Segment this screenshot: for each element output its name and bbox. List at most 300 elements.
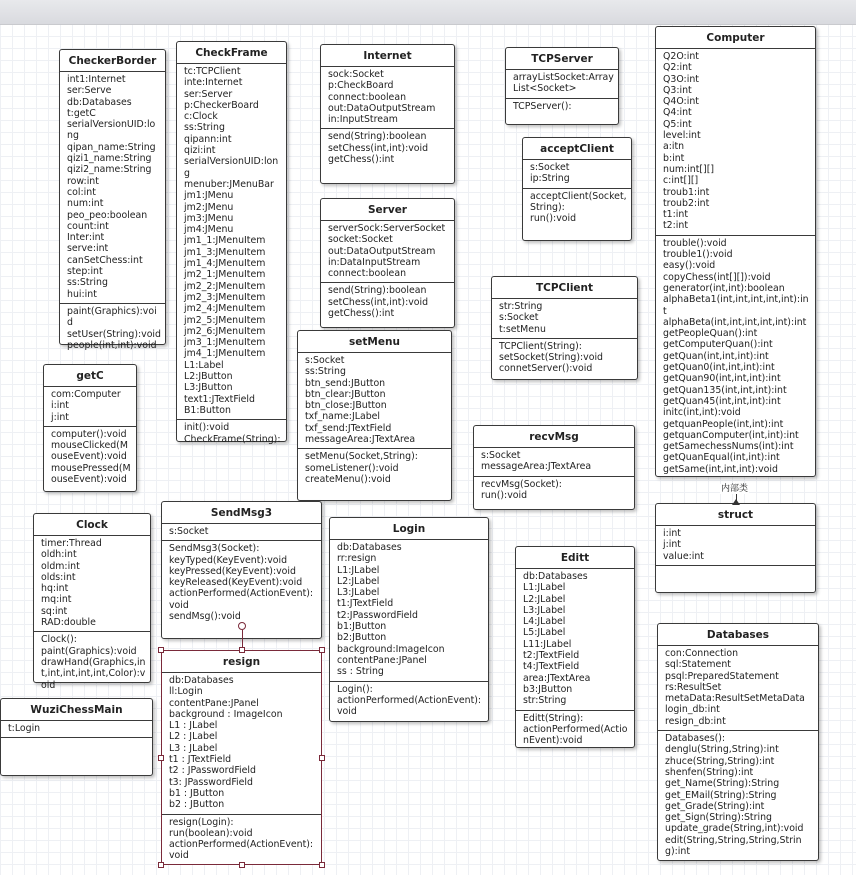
relation-label: 内部类: [721, 484, 749, 494]
method-row: get_Sign(String):String: [665, 812, 772, 824]
method-row: mouseClicked(MouseEvent):void: [51, 440, 128, 463]
class-box-recvMsg[interactable]: [473, 425, 635, 510]
attribute-row: ser:Serve: [67, 85, 112, 97]
attribute-row: qipann:int: [184, 133, 232, 145]
attribute-row: count:int: [67, 220, 109, 232]
method-row: denglu(String,String):int: [665, 744, 779, 756]
method-row: alphaBeta(int,int,int,int,int):int: [663, 316, 807, 328]
methods-section: [656, 566, 815, 571]
attribute-row: troub2:int: [663, 197, 710, 209]
methods-section: [492, 339, 637, 378]
attribute-row: btn_send:JButton: [305, 377, 386, 389]
method-row: paint(Graphics):void: [41, 645, 137, 657]
attribute-row: str:String: [523, 695, 567, 707]
attribute-row: L3:JButton: [184, 382, 233, 394]
attribute-row: serve:int: [67, 243, 109, 255]
method-row: sendMsg():void: [169, 611, 241, 623]
class-name: Databases: [658, 624, 818, 646]
attribute-row: s:Socket: [481, 450, 521, 461]
attribute-row: L2:JLabel: [337, 575, 380, 587]
attribute-row: sock:Socket: [328, 69, 384, 80]
class-name: Computer: [656, 27, 815, 49]
method-row: createMenu():void: [305, 473, 391, 485]
class-name: setMenu: [298, 331, 451, 353]
attributes-section: [656, 526, 815, 566]
attribute-row: tc:TCPClient: [184, 66, 241, 77]
class-name: getC: [44, 365, 136, 387]
method-row: resign(Login):: [169, 816, 234, 828]
method-row: zhuce(String,String):int: [665, 755, 775, 767]
attributes-section: [44, 387, 136, 427]
resize-handle[interactable]: [239, 862, 245, 868]
attribute-row: serverSock:ServerSocket: [328, 223, 446, 234]
attribute-row: b1:JButton: [337, 621, 387, 633]
methods-section: [298, 449, 451, 488]
methods-section: [321, 129, 454, 168]
attribute-row: ll:Login: [169, 686, 203, 698]
class-name: SendMsg3: [162, 502, 321, 524]
method-row: getQuanEqual(int,int):int: [663, 452, 780, 464]
resize-handle[interactable]: [319, 647, 325, 653]
attribute-row: jm1_1:JMenuItem: [184, 235, 266, 247]
class-name: TCPServer: [506, 48, 618, 70]
methods-section: [34, 632, 150, 693]
attribute-row: RAD:double: [41, 617, 96, 629]
method-row: run():void: [530, 213, 577, 225]
method-row: alphaBeta1(int,int,int,int,int):int: [663, 294, 809, 317]
attribute-row: jm2_4:JMenuItem: [184, 303, 266, 315]
attribute-row: b2:JButton: [337, 632, 387, 644]
attribute-row: step:int: [67, 266, 103, 278]
class-name: Login: [330, 518, 488, 540]
class-box-setMenu[interactable]: [297, 330, 452, 501]
method-row: getQuan(int,int,int):int: [663, 350, 769, 362]
method-row: recvMsg(Socket):: [481, 478, 562, 490]
method-row: TCPClient(String):: [499, 340, 582, 352]
attribute-row: jm4:JMenu: [184, 224, 234, 236]
methods-section: [523, 189, 631, 228]
attribute-row: hq:int: [41, 583, 69, 595]
attribute-row: text1:JTextField: [184, 393, 255, 405]
attributes-section: [330, 540, 488, 682]
attribute-row: hui:int: [67, 288, 97, 300]
method-row: Editt(String):: [523, 712, 584, 724]
attribute-row: Q2O:int: [663, 51, 699, 62]
method-row: paint(Graphics):void: [67, 305, 157, 329]
attribute-row: timer:Thread: [41, 538, 102, 549]
method-row: connetServer():void: [499, 363, 593, 375]
attribute-row: arrayListSocket:ArrayList<Socket>: [513, 72, 614, 95]
class-name: Editt: [516, 547, 634, 569]
attributes-section: [60, 72, 165, 304]
attribute-row: Q3O:int: [663, 73, 699, 85]
class-box-acceptClient[interactable]: [522, 137, 632, 241]
attribute-row: c:Clock: [184, 111, 218, 123]
method-row: getquanPeople(int,int):int: [663, 418, 784, 430]
attribute-row: qizi1_name:String: [67, 153, 152, 165]
attribute-row: mq:int: [41, 594, 72, 606]
method-row: getSamechessNums(int):int: [663, 441, 794, 453]
attribute-row: Q4O:int: [663, 96, 699, 108]
attribute-row: serialVersionUID:long: [67, 119, 156, 142]
attribute-row: L3:JLabel: [523, 604, 566, 616]
attribute-row: j:int: [51, 411, 69, 423]
attribute-row: rs:ResultSet: [665, 681, 722, 693]
attribute-row: in:InputStream: [328, 114, 398, 126]
method-row: actionPerformed(ActionEvent):void: [169, 588, 314, 611]
class-name: struct: [656, 504, 815, 526]
attribute-row: jm3:JMenu: [184, 212, 234, 224]
resize-handle[interactable]: [319, 862, 325, 868]
resize-handle[interactable]: [158, 647, 164, 653]
method-row: copyChess(int[][]):void: [663, 271, 771, 283]
method-row: setChess(int,int):void: [328, 142, 429, 154]
class-name: resign: [162, 651, 321, 673]
attribute-row: t2:int: [663, 220, 689, 232]
method-row: edit(String,String,String,String):int: [665, 834, 802, 858]
attributes-section: [162, 524, 321, 541]
methods-section: [321, 283, 454, 322]
method-row: getQuan135(int,int,int):int: [663, 384, 787, 396]
attribute-row: qizi:int: [184, 145, 216, 157]
method-row: trouble1():void: [663, 249, 733, 261]
attribute-row: contentPane:JPanel: [337, 654, 427, 666]
methods-section: [1, 738, 152, 743]
method-row: getQuan0(int,int,int):int: [663, 362, 775, 374]
method-row: update_grade(String,int):void: [665, 823, 804, 835]
methods-section: [177, 420, 286, 448]
attribute-row: jm2:JMenu: [184, 201, 234, 213]
attribute-row: s:Socket: [499, 312, 539, 324]
attributes-section: [656, 49, 815, 236]
class-name: WuziChessMain: [1, 699, 152, 721]
method-row: actionPerformed(ActionEvent):void: [337, 694, 482, 718]
method-row: SendMsg3(Socket):: [169, 543, 260, 555]
method-row: setChess(int,int):void: [328, 296, 429, 308]
attribute-row: p:CheckBoard: [328, 80, 394, 92]
attribute-row: a:itn: [663, 141, 685, 153]
attribute-row: connect:boolean: [328, 91, 407, 103]
resize-handle[interactable]: [319, 755, 325, 761]
class-name: Internet: [321, 45, 454, 67]
attribute-row: Q5:int: [663, 118, 692, 130]
attribute-row: Q2:int: [663, 62, 692, 74]
method-row: shenfen(String):int: [665, 766, 754, 778]
attribute-row: serialVersionUID:long: [184, 156, 279, 179]
method-row: Login():: [337, 683, 373, 695]
attribute-row: s:Socket: [530, 162, 570, 173]
attribute-row: db:Databases: [67, 96, 132, 108]
attribute-row: b2 : JButton: [169, 799, 225, 811]
attribute-row: btn_close:JButton: [305, 400, 387, 412]
attributes-section: [34, 536, 150, 632]
method-row: trouble():void: [663, 237, 727, 249]
attributes-section: [298, 353, 451, 449]
methods-section: [330, 682, 488, 721]
method-row: getChess():int: [328, 308, 395, 320]
attribute-row: num:int: [67, 198, 104, 210]
attribute-row: oldm:int: [41, 560, 80, 572]
attribute-row: t:setMenu: [499, 323, 546, 335]
attributes-section: [474, 448, 634, 477]
class-name: Server: [321, 199, 454, 221]
attribute-row: area:JTextArea: [523, 672, 591, 684]
method-row: computer():void: [51, 428, 127, 440]
class-box-struct[interactable]: [655, 503, 816, 593]
attributes-section: [492, 299, 637, 339]
attribute-row: L1 : JLabel: [169, 720, 218, 732]
class-box-TCPServer[interactable]: [505, 47, 619, 125]
attribute-row: i:int: [663, 528, 681, 539]
method-row: send(String):boolean: [328, 131, 427, 143]
class-box-TCPClient[interactable]: [491, 276, 638, 380]
method-row: CheckFrame(String):: [184, 433, 281, 445]
attributes-section: [516, 569, 634, 711]
attribute-row: c:int[][]: [663, 175, 699, 187]
class-name: recvMsg: [474, 426, 634, 448]
class-box-Internet[interactable]: [320, 44, 455, 184]
attribute-row: sq:int: [41, 605, 68, 617]
attribute-row: b1 : JButton: [169, 787, 225, 799]
method-row: acceptClient(Socket,String):: [530, 190, 627, 213]
rotate-handle[interactable]: [238, 622, 246, 630]
attribute-row: db:Databases: [337, 542, 402, 553]
method-row: setUser(String):void: [67, 328, 161, 340]
attribute-row: connect:boolean: [328, 268, 407, 280]
attribute-row: L2:JLabel: [523, 593, 566, 605]
class-box-resign[interactable]: [161, 650, 322, 865]
attribute-row: menuber:JMenuBar: [184, 178, 274, 190]
attribute-row: contentPane:JPanel: [169, 697, 259, 709]
attribute-row: b3:JButton: [523, 683, 573, 695]
attribute-row: value:int: [663, 550, 704, 562]
attribute-row: qizi2_name:String: [67, 164, 152, 176]
attribute-row: metaData:ResultSetMetaData: [665, 693, 805, 705]
attribute-row: j:int: [663, 539, 681, 551]
method-row: get_Grade(String):int: [665, 800, 765, 812]
method-row: Databases():: [665, 733, 726, 745]
method-row: getChess():int: [328, 154, 395, 166]
method-row: getPeopleQuan():int: [663, 328, 758, 340]
attribute-row: background : ImageIcon: [169, 708, 283, 720]
resize-handle[interactable]: [158, 862, 164, 868]
class-box-getC[interactable]: [43, 364, 137, 492]
methods-section: [44, 427, 136, 488]
attribute-row: con:Connection: [665, 648, 739, 659]
method-row: people(int,int):void: [67, 339, 157, 351]
class-name: CheckFrame: [177, 42, 286, 64]
attribute-row: t2 : JPasswordField: [169, 765, 256, 777]
method-row: initc(int,int):void: [663, 407, 741, 419]
attributes-section: [321, 221, 454, 283]
attributes-section: [506, 70, 618, 99]
method-row: keyPressed(KeyEvent):void: [169, 565, 296, 577]
attribute-row: B1:Button: [184, 404, 231, 416]
class-name: Clock: [34, 514, 150, 536]
inner-class-arrow-head: [732, 499, 740, 505]
class-box-Clock[interactable]: [33, 513, 151, 691]
attribute-row: int1:Internet: [67, 74, 126, 85]
attribute-row: rr:resign: [337, 553, 377, 565]
attribute-row: out:DataOutputStream: [328, 245, 436, 257]
attribute-row: t1:int: [663, 209, 689, 221]
methods-section: [506, 99, 618, 115]
method-row: get_EMail(String):String: [665, 789, 777, 801]
attribute-row: t:Login: [8, 723, 41, 734]
attribute-row: jm1:JMenu: [184, 190, 234, 202]
attribute-row: t:getC: [67, 107, 96, 119]
attribute-row: L1:JLabel: [523, 582, 566, 594]
class-box-Databases[interactable]: [657, 623, 819, 861]
method-row: getSame(int,int,int):void: [663, 463, 778, 475]
method-row: get_Name(String):String: [665, 778, 780, 790]
methods-section: [162, 815, 321, 865]
method-row: keyReleased(KeyEvent):void: [169, 577, 303, 589]
method-row: mousePressed(MouseEvent):void: [51, 462, 131, 486]
attributes-section: [162, 673, 321, 815]
method-row: Clock():: [41, 634, 77, 646]
attribute-row: t2:JTextField: [523, 650, 580, 662]
resize-handle[interactable]: [158, 755, 164, 761]
attribute-row: i:int: [51, 400, 69, 412]
method-row: drawHand(Graphics,int,int,int,int,int,Color):void: [41, 656, 146, 691]
attribute-row: L4:JLabel: [523, 616, 566, 628]
attribute-row: db:Databases: [523, 571, 588, 582]
attribute-row: ss:String: [184, 122, 225, 134]
attribute-row: jm2_3:JMenuItem: [184, 291, 266, 303]
method-row: init():void: [184, 422, 230, 434]
attribute-row: t1 : JTextField: [169, 754, 232, 766]
method-row: getQuan45(int,int,int):int: [663, 395, 781, 407]
class-name: CheckerBorder: [60, 50, 165, 72]
attribute-row: socket:Socket: [328, 234, 393, 246]
resize-handle[interactable]: [239, 647, 245, 653]
method-row: send(String):boolean: [328, 285, 427, 297]
methods-section: [162, 541, 321, 625]
attribute-row: psql:PreparedStatement: [665, 670, 779, 682]
attribute-row: btn_clear:JButton: [305, 388, 386, 400]
attribute-row: L3:JLabel: [337, 587, 380, 599]
attribute-row: col:int: [67, 186, 96, 198]
attribute-row: resign_db:int: [665, 715, 726, 727]
attribute-row: str:String: [499, 301, 543, 312]
attribute-row: com:Computer: [51, 389, 121, 400]
method-row: actionPerformed(ActionEvent):void: [169, 839, 314, 862]
attribute-row: jm2_2:JMenuItem: [184, 280, 266, 292]
attribute-row: jm3_1:JMenuItem: [184, 337, 266, 349]
method-row: getquanComputer(int,int):int: [663, 429, 799, 441]
attribute-row: out:DataOutputStream: [328, 102, 436, 114]
attribute-row: s:Socket: [305, 355, 345, 366]
attribute-row: troub1:int: [663, 186, 710, 198]
class-box-Login[interactable]: [329, 517, 489, 722]
attribute-row: ser:Server: [184, 88, 233, 100]
class-box-Editt[interactable]: [515, 546, 635, 748]
attribute-row: L2:JButton: [184, 371, 233, 383]
attribute-row: background:ImageIcon: [337, 643, 445, 655]
attribute-row: olds:int: [41, 571, 76, 583]
attribute-row: L2 : JLabel: [169, 731, 218, 743]
class-name: acceptClient: [523, 138, 631, 160]
attribute-row: ss:String: [67, 277, 108, 289]
attribute-row: t1:JTextField: [337, 598, 394, 610]
attributes-section: [321, 67, 454, 129]
class-box-Server[interactable]: [320, 198, 455, 328]
method-row: run(boolean):void: [169, 827, 253, 839]
attribute-row: t3: JPasswordField: [169, 776, 253, 788]
attribute-row: Q4:int: [663, 107, 692, 119]
methods-section: [656, 236, 815, 478]
attribute-row: inte:Internet: [184, 77, 243, 89]
attribute-row: ip:String: [530, 173, 570, 185]
attribute-row: peo_peo:boolean: [67, 209, 148, 221]
attribute-row: oldh:int: [41, 549, 77, 561]
attribute-row: level:int: [663, 130, 701, 142]
attribute-row: jm2_6:JMenuItem: [184, 325, 266, 337]
method-row: someListener():void: [305, 462, 399, 474]
method-row: setSocket(String):void: [499, 352, 603, 364]
top-toolbar: [0, 0, 856, 25]
attribute-row: jm1_4:JMenuItem: [184, 258, 266, 270]
attribute-row: sql:Statement: [665, 659, 731, 671]
class-box-CheckerBorder[interactable]: [59, 49, 166, 351]
class-box-WuziChessMain[interactable]: [0, 698, 153, 776]
method-row: run():void: [481, 489, 528, 501]
attributes-section: [658, 646, 818, 731]
attribute-row: jm2_1:JMenuItem: [184, 269, 266, 281]
attribute-row: L1:JLabel: [337, 564, 380, 576]
class-box-CheckFrame[interactable]: [176, 41, 287, 445]
attribute-row: login_db:int: [665, 704, 720, 716]
methods-section: [658, 731, 818, 860]
attribute-row: s:Socket: [169, 526, 209, 537]
attribute-row: L1:Label: [184, 359, 224, 371]
attributes-section: [1, 721, 152, 738]
method-row: getComputerQuan():int: [663, 339, 773, 351]
attribute-row: t4:JTextField: [523, 661, 580, 673]
attribute-row: p:CheckerBoard: [184, 99, 259, 111]
attribute-row: L5:JLabel: [523, 627, 566, 639]
attribute-row: txf_name:JLabel: [305, 411, 381, 423]
attributes-section: [177, 64, 286, 420]
attribute-row: ss:String: [305, 366, 346, 378]
attributes-section: [523, 160, 631, 189]
attribute-row: messageArea:JTextArea: [305, 434, 416, 446]
attribute-row: row:int: [67, 175, 99, 187]
class-box-Computer[interactable]: [655, 26, 816, 477]
method-row: TCPServer():: [513, 100, 572, 112]
attribute-row: num:int[][]: [663, 163, 715, 175]
attribute-row: b:int: [663, 152, 685, 164]
method-row: getQuan90(int,int,int):int: [663, 373, 781, 385]
class-name: TCPClient: [492, 277, 637, 299]
attribute-row: ss : String: [337, 666, 384, 678]
method-row: keyTyped(KeyEvent):void: [169, 554, 288, 566]
attribute-row: db:Databases: [169, 675, 234, 686]
methods-section: [516, 711, 634, 750]
attribute-row: Q3:int: [663, 84, 692, 96]
attribute-row: txf_send:JTextField: [305, 422, 392, 434]
attribute-row: L3 : JLabel: [169, 742, 218, 754]
methods-section: [474, 477, 634, 505]
class-box-SendMsg3[interactable]: [161, 501, 322, 639]
method-row: generator(int,int):boolean: [663, 282, 785, 294]
method-row: setMenu(Socket,String):: [305, 451, 418, 463]
attribute-row: jm1_3:JMenuItem: [184, 246, 266, 258]
rotate-handle-stem: [242, 630, 243, 647]
attribute-row: jm4_1:JMenuItem: [184, 348, 266, 360]
attribute-row: Inter:int: [67, 232, 105, 244]
